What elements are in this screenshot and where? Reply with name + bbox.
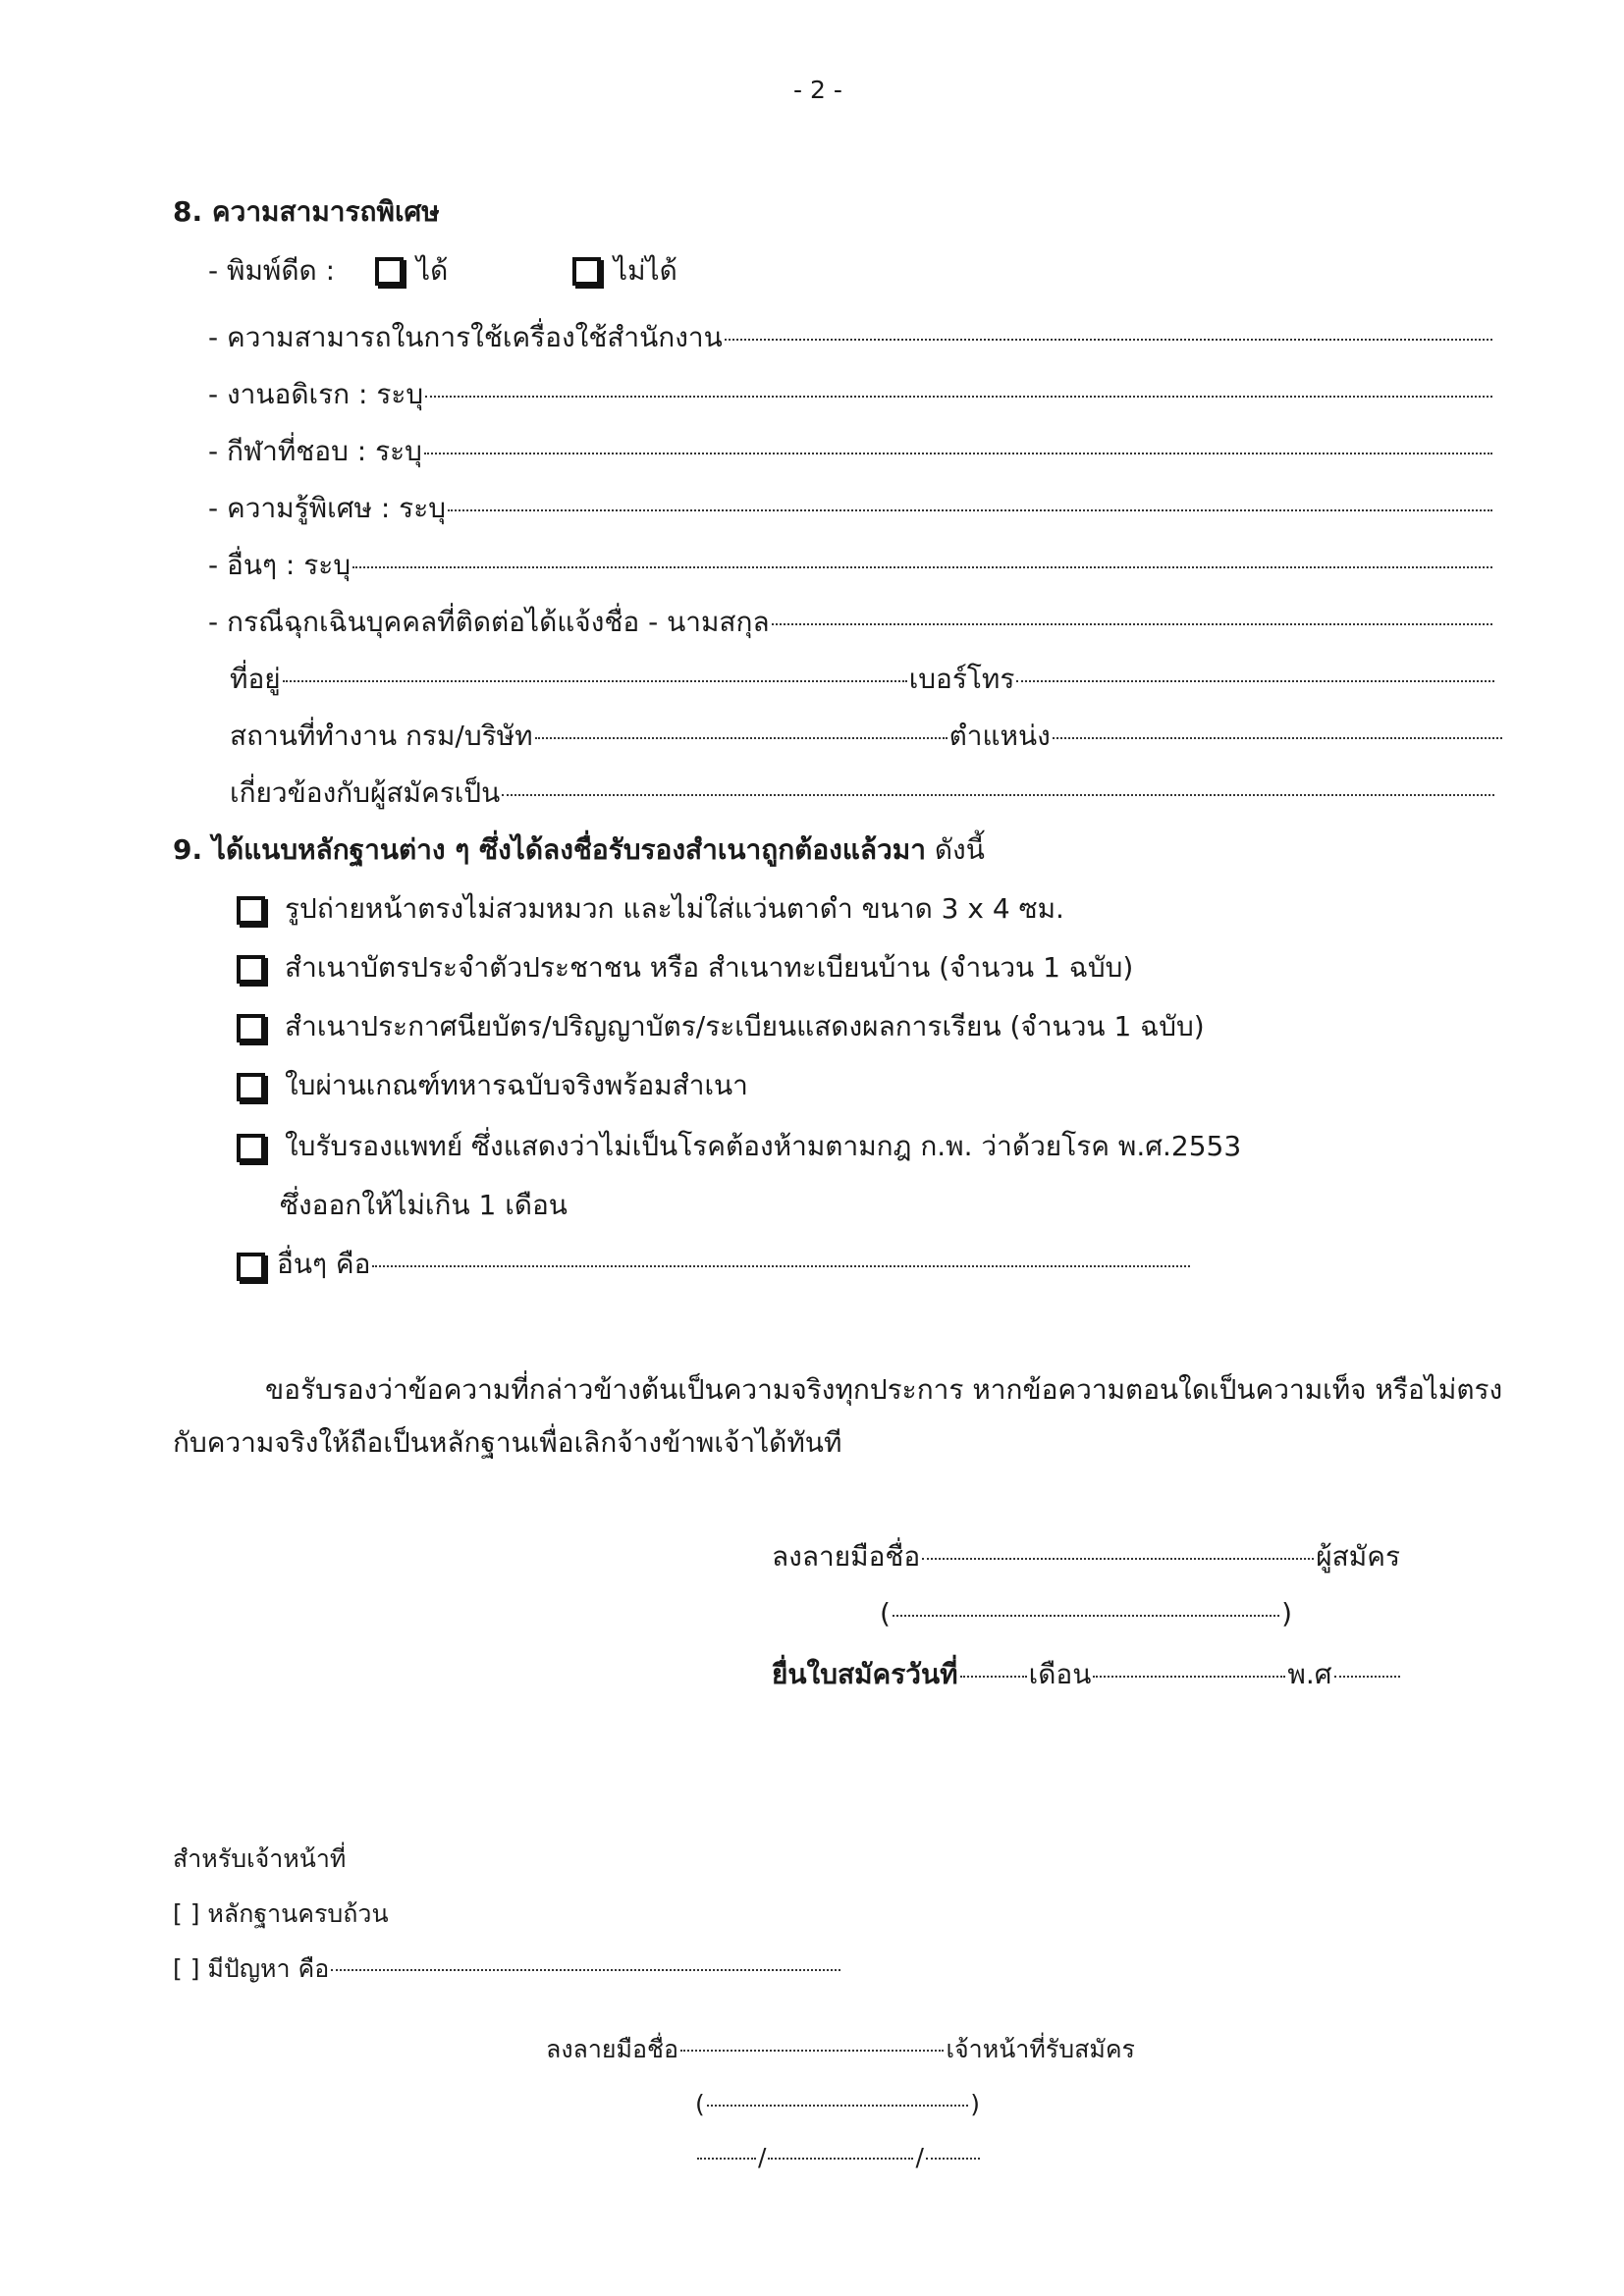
typing-label: - พิมพ์ดีด : <box>208 254 336 287</box>
typing-row <box>208 251 335 291</box>
officer-paren-open: ( <box>695 2090 705 2118</box>
others-field[interactable] <box>208 546 1494 585</box>
doc-other-label: อื่นๆ คือ <box>277 1248 371 1280</box>
doc-id-checkbox[interactable] <box>237 955 265 984</box>
hobby-field[interactable] <box>208 375 1494 414</box>
officer-name-line[interactable] <box>707 2105 968 2107</box>
doc-certificate-checkbox[interactable] <box>237 1014 265 1042</box>
address-label: ที่อยู่ <box>230 663 281 695</box>
officer-paren-close: ) <box>970 2090 980 2118</box>
section-9-heading-bold: 9. ได้แนบหลักฐานต่าง ๆ ซึ่งได้ลงชื่อรับรองสำเนาถูกต้องแล้วมา <box>173 833 926 866</box>
officer-complete[interactable]: [ ] หลักฐานครบถ้วน <box>173 1899 389 1928</box>
special-knowledge-label: - ความรู้พิเศษ : ระบุ <box>208 492 447 524</box>
hobby-label: - งานอดิเรก : ระบุ <box>208 378 424 410</box>
office-equipment-field[interactable] <box>208 318 1494 357</box>
workplace-line[interactable] <box>535 737 947 739</box>
emergency-contact-line[interactable] <box>772 623 1492 625</box>
section-9-heading-rest: ดังนี้ <box>934 833 985 866</box>
doc-other-checkbox[interactable] <box>237 1253 265 1281</box>
apply-date-label: ยื่นใบสมัครวันที่ <box>772 1658 958 1690</box>
officer-name-field[interactable] <box>695 2087 980 2122</box>
officer-role: เจ้าหน้าที่รับสมัคร <box>946 2035 1135 2063</box>
officer-year-line[interactable] <box>926 2158 980 2160</box>
doc-military-label: ใบผ่านเกณฑ์ทหารฉบับจริงพร้อมสำเนา <box>285 1069 748 1101</box>
special-knowledge-line[interactable] <box>448 509 1492 511</box>
officer-heading: สำหรับเจ้าหน้าที่ <box>173 1844 347 1873</box>
sports-field[interactable] <box>208 432 1494 471</box>
office-equipment-line[interactable] <box>725 339 1492 341</box>
applicant-paren-open: ( <box>880 1597 891 1629</box>
typing-can-label: ได้ <box>416 254 449 287</box>
certify-line-1: ขอรับรองว่าข้อความที่กล่าวข้างต้นเป็นความจริงทุกประการ หากข้อความตอนใดเป็นความเท็จ หรือไม่ตรง <box>265 1373 1503 1406</box>
apply-month-line[interactable] <box>1093 1676 1285 1678</box>
applicant-sign-field[interactable] <box>772 1537 1400 1576</box>
emergency-contact-label: - กรณีฉุกเฉินบุคคลที่ติดต่อได้แจ้งชื่อ - นามสกุล <box>208 606 770 638</box>
applicant-paren-close: ) <box>1281 1597 1292 1629</box>
doc-photo-label: รูปถ่ายหน้าตรงไม่สวมหมวก และไม่ใส่แว่นตาดำ ขนาด 3 x 4 ซม. <box>285 892 1064 925</box>
officer-sign-label: ลงลายมือชื่อ <box>546 2035 679 2063</box>
doc-certificate-label: สำเนาประกาศนียบัตร/ปริญญาบัตร/ระเบียนแสดงผลการเรียน (จำนวน 1 ฉบับ) <box>285 1010 1205 1042</box>
applicant-name-line[interactable] <box>893 1615 1279 1617</box>
typing-cannot-label: ไม่ได้ <box>614 254 677 287</box>
section-9-heading <box>173 830 985 870</box>
special-knowledge-field[interactable] <box>208 489 1494 528</box>
page-number: - 2 - <box>793 76 842 104</box>
address-line[interactable] <box>283 680 907 682</box>
doc-photo-checkbox[interactable] <box>237 896 265 925</box>
sports-line[interactable] <box>424 453 1492 454</box>
apply-month-label: เดือน <box>1028 1658 1092 1690</box>
address-phone-field[interactable] <box>230 660 1496 699</box>
workplace-label: สถานที่ทำงาน กรม/บริษัท <box>230 720 533 752</box>
section-8-heading: 8. ความสามารถพิเศษ <box>173 195 440 228</box>
relation-field[interactable] <box>230 774 1496 813</box>
doc-medical-label: ใบรับรองแพทย์ ซึ่งแสดงว่าไม่เป็นโรคต้องห้ามตามกฎ ก.พ. ว่าด้วยโรค พ.ศ.2553 <box>285 1130 1242 1162</box>
sports-label: - กีฬาที่ชอบ : ระบุ <box>208 435 422 467</box>
doc-other-field[interactable] <box>277 1245 1192 1284</box>
officer-date-field[interactable] <box>695 2140 982 2175</box>
apply-day-line[interactable] <box>960 1676 1027 1678</box>
office-equipment-label: - ความสามารถในการใช้เครื่องใช้สำนักงาน <box>208 321 723 353</box>
doc-id-label: สำเนาบัตรประจำตัวประชาชน หรือ สำเนาทะเบียนบ้าน (จำนวน 1 ฉบับ) <box>285 951 1134 984</box>
phone-line[interactable] <box>1016 680 1494 682</box>
doc-military-checkbox[interactable] <box>237 1073 265 1101</box>
relation-label: เกี่ยวข้องกับผู้สมัครเป็น <box>230 776 501 809</box>
apply-year-line[interactable] <box>1334 1676 1401 1678</box>
applicant-role: ผู้สมัคร <box>1316 1540 1400 1573</box>
others-label: - อื่นๆ : ระบุ <box>208 549 352 581</box>
hobby-line[interactable] <box>425 396 1492 398</box>
applicant-name-field[interactable] <box>880 1594 1292 1633</box>
others-line[interactable] <box>352 566 1492 568</box>
doc-medical-checkbox[interactable] <box>237 1134 265 1162</box>
officer-month-line[interactable] <box>768 2158 913 2160</box>
officer-date-slash-1: / <box>758 2143 767 2171</box>
officer-problem-field[interactable] <box>173 1951 842 1987</box>
emergency-contact-field[interactable] <box>208 603 1494 642</box>
position-line[interactable] <box>1053 737 1502 739</box>
officer-sign-field[interactable] <box>546 2032 1135 2067</box>
typing-cannot-checkbox[interactable] <box>572 257 601 286</box>
certify-line-2: กับความจริงให้ถือเป็นหลักฐานเพื่อเลิกจ้างข้าพเจ้าได้ทันที <box>173 1426 842 1459</box>
officer-problem-label: [ ] มีปัญหา คือ <box>173 1954 330 1983</box>
officer-sign-line[interactable] <box>680 2050 944 2052</box>
applicant-sign-label: ลงลายมือชื่อ <box>772 1540 921 1573</box>
officer-day-line[interactable] <box>697 2158 756 2160</box>
doc-medical-label-cont: ซึ่งออกให้ไม่เกิน 1 เดือน <box>280 1189 568 1221</box>
workplace-field[interactable] <box>230 717 1504 756</box>
typing-can-checkbox[interactable] <box>375 257 404 286</box>
relation-line[interactable] <box>502 794 1494 796</box>
phone-label: เบอร์โทร <box>908 663 1015 695</box>
doc-other-line[interactable] <box>372 1265 1190 1267</box>
position-label: ตำแหน่ง <box>948 720 1051 752</box>
applicant-sign-line[interactable] <box>922 1558 1314 1560</box>
apply-date-field[interactable] <box>772 1655 1402 1694</box>
apply-year-label: พ.ศ <box>1287 1658 1332 1690</box>
officer-date-slash-2: / <box>915 2143 924 2171</box>
officer-problem-line[interactable] <box>331 1969 840 1971</box>
